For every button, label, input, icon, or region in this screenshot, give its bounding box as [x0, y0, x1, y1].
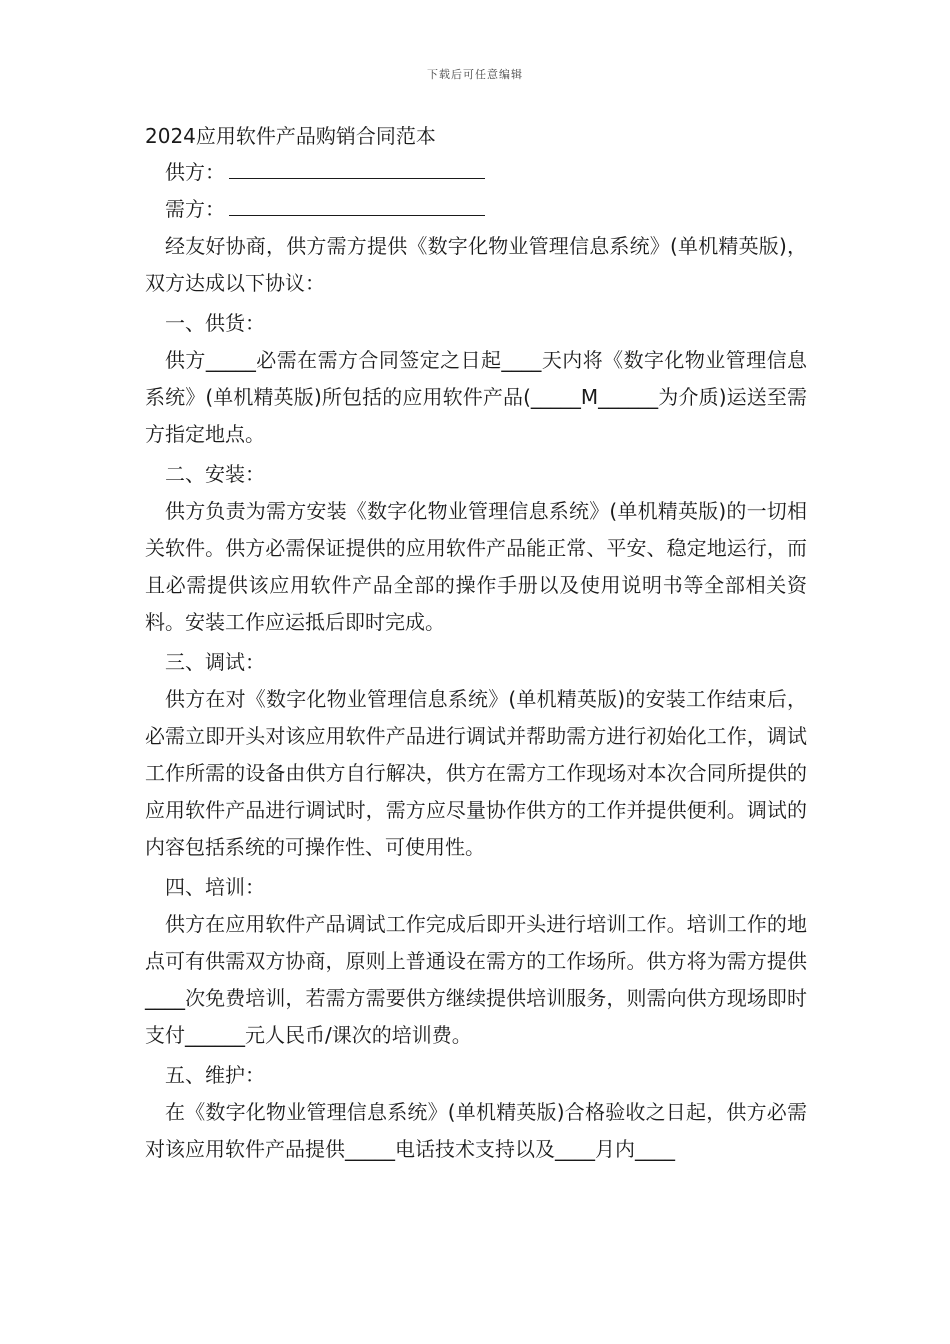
- section-training: [145, 869, 807, 1054]
- section-debug: [145, 644, 807, 866]
- section-heading: 一、供货：: [165, 311, 265, 335]
- section-supply: [145, 305, 807, 453]
- section-heading: 四、培训：: [165, 875, 265, 899]
- section-body: 供方在应用软件产品调试工作完成后即开头进行培训工作。培训工作的地点可有供需双方协商，原则上普通设在需方的工作场所。供方将为需方提供____次免费培训，若需方需要供方继续提供培训服务，则需向供方现场即时支付______元人民币/课次的培训费。: [145, 912, 807, 1047]
- document-body: [145, 118, 807, 1168]
- section-body: 供方在对《数字化物业管理信息系统》(单机精英版)的安装工作结束后，必需立即开头对该应用软件产品进行调试并帮助需方进行初始化工作，调试工作所需的设备由供方自行解决，供方在需方工作现场对本次合同所提供的应用软件产品进行调试时，需方应尽量协作供方的工作并提供便利。调试的内容包括系统的可操作性、可使用性。: [145, 687, 807, 859]
- section-body: 供方_____必需在需方合同签定之日起____天内将《数字化物业管理信息系统》(单机精英版)所包括的应用软件产品(_____M______为介质)运送至需方指定地点。: [145, 348, 807, 446]
- intro-paragraph: 经友好协商，供方需方提供《数字化物业管理信息系统》(单机精英版)，双方达成以下协议：: [145, 234, 807, 295]
- supplier-blank: [229, 160, 485, 179]
- buyer-label: 需方：: [165, 197, 225, 221]
- page-header-note: 下载后可任意编辑: [427, 68, 523, 81]
- section-body: 供方负责为需方安装《数字化物业管理信息系统》(单机精英版)的一切相关软件。供方必需保证提供的应用软件产品能正常、平安、稳定地运行，而且必需提供该应用软件产品全部的操作手册以及使用说明书等全部相关资料。安装工作应运抵后即时完成。: [145, 499, 807, 634]
- buyer-line: [145, 191, 807, 228]
- section-maintenance: [145, 1057, 807, 1168]
- supplier-line: [145, 154, 807, 191]
- buyer-blank: [229, 197, 485, 216]
- section-install: [145, 456, 807, 641]
- section-heading: 五、维护：: [165, 1063, 265, 1087]
- section-body: 在《数字化物业管理信息系统》(单机精英版)合格验收之日起，供方必需对该应用软件产品提供_____电话技术支持以及____月内____: [145, 1100, 807, 1161]
- section-heading: 三、调试：: [165, 650, 265, 674]
- document-title: 2024应用软件产品购销合同范本: [145, 124, 436, 148]
- section-heading: 二、安装：: [165, 462, 265, 486]
- supplier-label: 供方：: [165, 160, 225, 184]
